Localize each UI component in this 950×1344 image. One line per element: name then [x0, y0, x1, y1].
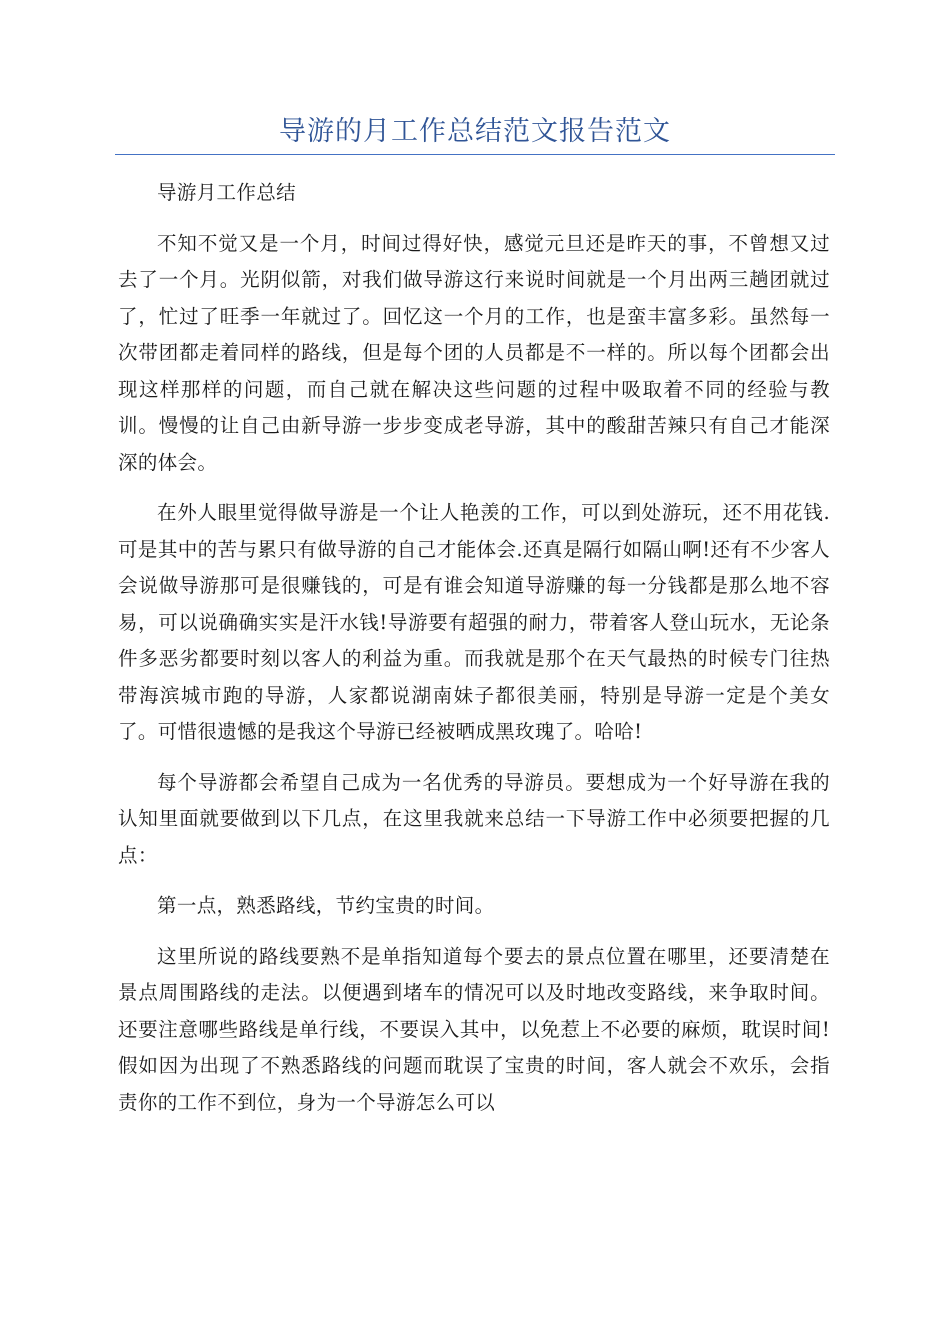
paragraph: 这里所说的路线要熟不是单指知道每个要去的景点位置在哪里，还要清楚在景点周围路线的走法。以便遇到堵车的情况可以及时地改变路线，来争取时间。还要注意哪些路线是单行线，不要误入其中，以免惹上不必要的麻烦，耽误时间!假如因为出现了不熟悉路线的问题而耽误了宝贵的时间，客人就会不欢乐，会指责你的工作不到位，身为一个导游怎么可以: [118, 944, 830, 1114]
document-title: 导游的月工作总结范文报告范文: [279, 116, 671, 147]
document-body: [118, 175, 830, 1135]
paragraph: 每个导游都会希望自己成为一名优秀的导游员。要想成为一个好导游在我的认知里面就要做到以下几点，在这里我就来总结一下导游工作中必须要把握的几点：: [118, 770, 830, 867]
title-underline: [115, 154, 835, 155]
paragraph: 不知不觉又是一个月，时间过得好快，感觉元旦还是昨天的事，不曾想又过去了一个月。光阴似箭，对我们做导游这行来说时间就是一个月出两三趟团就过了，忙过了旺季一年就过了。回忆这一个月的工作，也是蛮丰富多彩。虽然每一次带团都走着同样的路线，但是每个团的人员都是不一样的。所以每个团都会出现这样那样的问题，而自己就在解决这些问题的过程中吸取着不同的经验与教训。慢慢的让自己由新导游一步步变成老导游，其中的酸甜苦辣只有自己才能深深的体会。: [118, 231, 830, 474]
point-heading: 第一点，熟悉路线，节约宝贵的时间。: [157, 894, 495, 917]
section-heading: 导游月工作总结: [157, 181, 296, 204]
paragraph: 在外人眼里觉得做导游是一个让人艳羡的工作，可以到处游玩，还不用花钱.可是其中的苦与累只有做导游的自己才能体会.还真是隔行如隔山啊!还有不少客人会说做导游那可是很赚钱的，可是有谁会知道导游赚的每一分钱都是那么地不容易，可以说确确实实是汗水钱!导游要有超强的耐力，带着客人登山玩水，无论条件多恶劣都要时刻以客人的利益为重。而我就是那个在天气最热的时候专门往热带海滨城市跑的导游，人家都说湖南妹子都很美丽，特别是导游一定是个美女了。可惜很遗憾的是我这个导游已经被晒成黑玫瑰了。哈哈!: [118, 501, 830, 743]
